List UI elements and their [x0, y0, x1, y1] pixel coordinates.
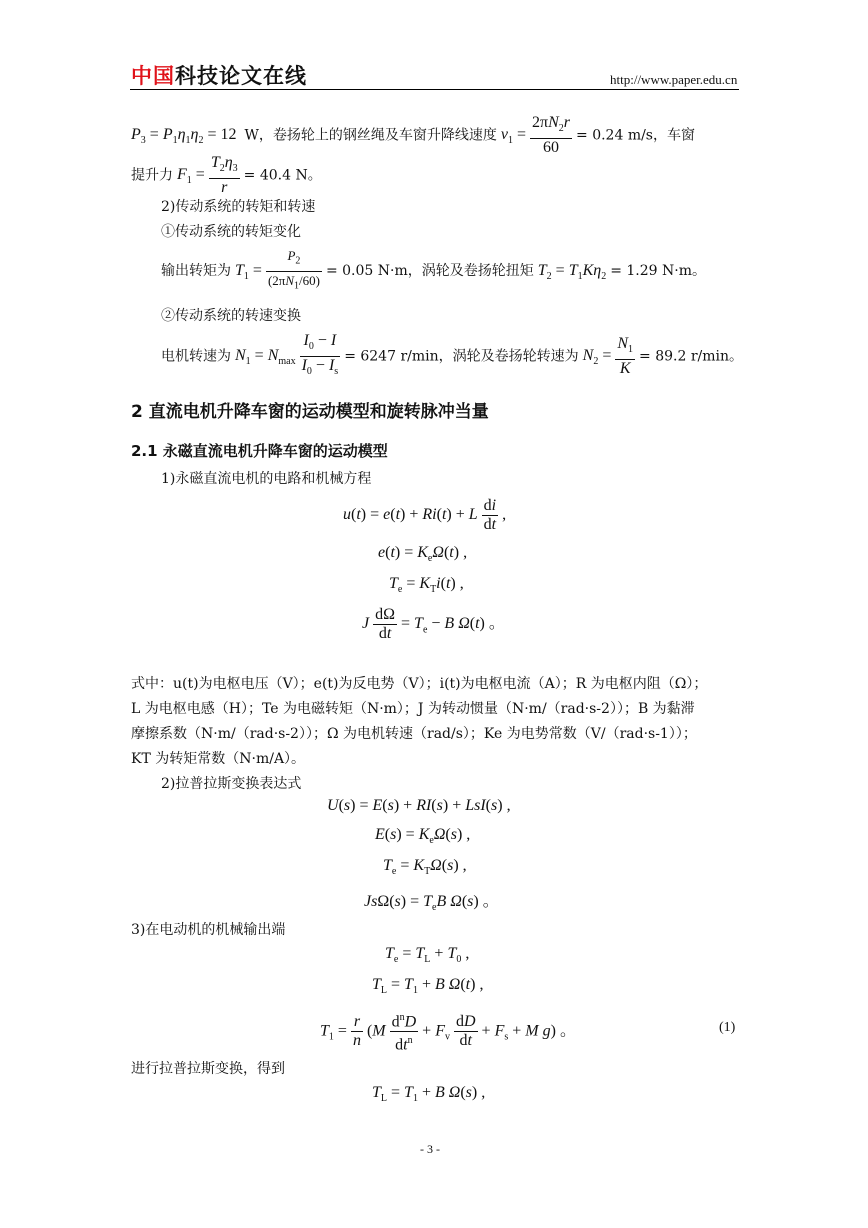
where-line-1: 式中：u(t)为电枢电压（V）；e(t)为反电势（V）；i(t)为电枢电流（A）；R 为电枢内阻（Ω）； — [131, 676, 708, 692]
n1-equation: $N_1 = N_{max}$ $\frac{I_0 - I}{I_0 - I_s}$ — [235, 332, 339, 378]
where-line-3: 摩擦系数（N·m/（rad·s-2））；Ω 为电机转速（rad/s）；Ke 为电势常数（V/（rad·s-1））； — [131, 726, 697, 742]
eq-t1-load: $T_1$ = $\frac{r}{n}$ (M $\frac{d^nD}{dt^n}$ + $F_v$ $\frac{dD}{dt}$ + $F_s + M$ g) 。 — [320, 1009, 576, 1055]
item-1-text: 1)永磁直流电机的电路和机械方程 — [161, 471, 372, 487]
page-number: - 3 - — [420, 1142, 440, 1156]
eq-laplace-voltage: U(s) = E(s) + RI(s) + LsI(s) , — [327, 797, 511, 814]
n1-value-text: = 6247 r/min，涡轮及卷扬轮转速为 — [344, 348, 579, 365]
torque-sub1: ①传动系统的转矩变化 — [161, 224, 301, 240]
eq-mechanical: J $\frac{d\Omega}{dt}$ = $T_e - B$ Ω(t) 。 — [362, 606, 505, 642]
header-url: http://www.paper.edu.cn — [610, 72, 738, 87]
where-line-2: L 为电枢电感（H）；Te 为电磁转矩（N·m）；J 为转动惯量（N·m/（rad·s-2））；B 为黏滞 — [131, 701, 695, 717]
section-2-1-title: 2.1 永磁直流电机升降车窗的运动模型 — [131, 442, 388, 460]
speed-equations-line — [161, 332, 743, 381]
out-torque-prefix: 输出转矩为 — [161, 262, 231, 279]
eq-te-sum: $T_e = T_L + T_0$ , — [385, 945, 470, 966]
motor-speed-prefix: 电机转速为 — [161, 348, 231, 365]
laplace-intro-text: 进行拉普拉斯变换，得到 — [131, 1061, 285, 1077]
p3-suffix-text: W，卷扬轮上的钢丝绳及车窗升降线速度 — [244, 127, 497, 144]
p3-equation: $P_3 = P_1\eta_1\eta_2 = 12$ — [131, 126, 245, 147]
t1-value-text: = 0.05 N·m，涡轮及卷扬轮扭矩 — [325, 262, 534, 279]
paragraph-power-speed — [131, 114, 695, 157]
eq-voltage: u(t) = e(t) + Ri(t) + L $\frac{di}{dt}$ , — [343, 497, 507, 533]
n2-equation: $N_2$ = $\frac{N_1}{K}$ — [582, 335, 634, 378]
eq-back-emf: $e(t) = K_e\Omega(t)$ , — [378, 544, 468, 565]
eq-laplace-emf: $E(s) = K_e\Omega(s)$ , — [375, 826, 471, 847]
t2-equation: $T_2 = T_1K\eta_2$ — [537, 261, 607, 282]
eq-laplace-torque: $T_e = K_T\Omega(s)$ , — [383, 857, 467, 878]
n2-value-text: = 89.2 r/min。 — [639, 348, 743, 365]
v1-equation: $v_1$ = $\frac{2\pi N_2r}{60}$ — [500, 114, 571, 157]
where-line-4: KT 为转矩常数（N·m/A）。 — [131, 751, 306, 767]
t1-equation: $T_1$ = $\frac{P_2}{(2\pi N_1/60)}$ — [235, 248, 320, 292]
equation-number: (1) — [719, 1020, 736, 1035]
lift-prefix-text: 提升力 — [131, 167, 173, 184]
f1-equation: $F_1$ = $\frac{T_2\eta_3}{r}$ — [177, 154, 238, 197]
logo-red-text: 中国 — [131, 64, 175, 88]
eq-torque: $T_e = K_Ti(t)$ , — [389, 575, 464, 596]
torque-heading: 2)传动系统的转矩和转速 — [161, 199, 316, 215]
section-2-title: 2 直流电机升降车窗的运动模型和旋转脉冲当量 — [131, 402, 489, 422]
eq-tl-laplace: $T_L = T_1 + B$ Ω(s) , — [372, 1084, 486, 1105]
paragraph-lift-force — [131, 154, 322, 197]
t2-value-text: = 1.29 N·m。 — [610, 262, 706, 279]
torque-equations-line — [161, 247, 706, 295]
v1-value-text: = 0.24 m/s，车窗 — [576, 127, 695, 144]
torque-sub2: ②传动系统的转速变换 — [161, 308, 301, 324]
eq-laplace-mechanical: $Js\Omega(s) = T_eB$ Ω(s) 。 — [364, 893, 499, 914]
f1-value-text: = 40.4 N。 — [243, 167, 322, 184]
journal-logo — [131, 60, 307, 90]
logo-black-text: 科技论文在线 — [175, 64, 307, 88]
eq-tl: $T_L = T_1 + B$ Ω(t) , — [372, 976, 484, 997]
header-rule — [130, 89, 739, 90]
item-3-text: 3)在电动机的机械输出端 — [131, 922, 286, 938]
item-2-text: 2)拉普拉斯变换表达式 — [161, 776, 302, 792]
